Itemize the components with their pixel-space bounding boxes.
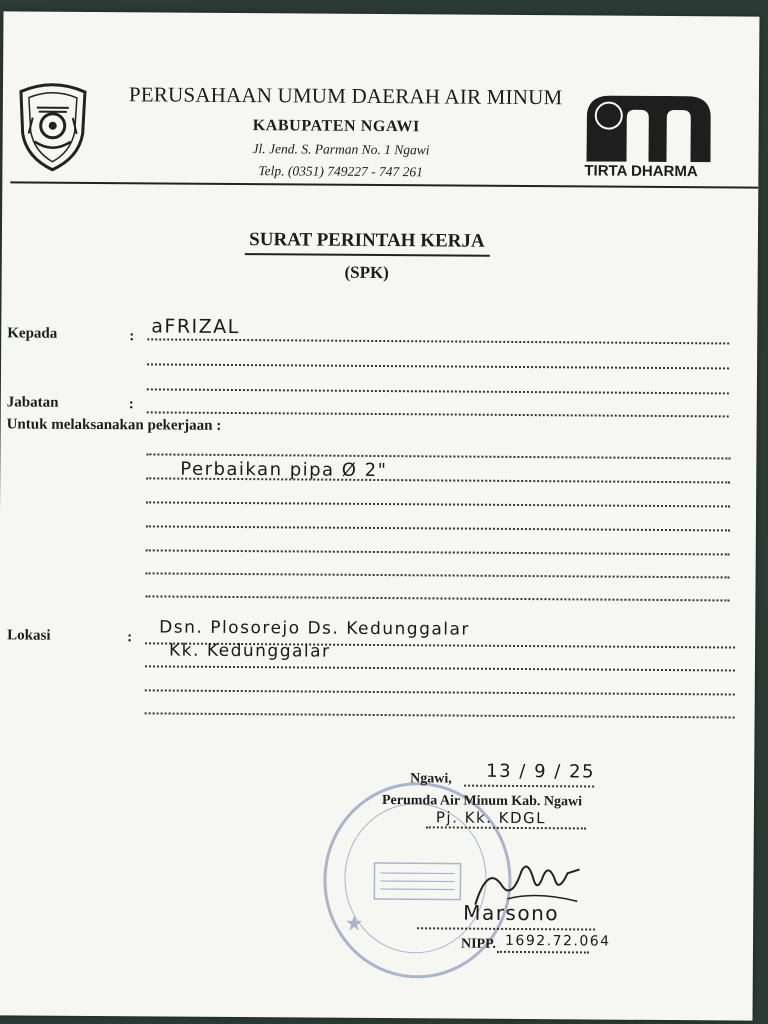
brand-name: TIRTA DHARMA xyxy=(584,162,698,181)
lokasi-value-line-2: Kk. Kedunggalar xyxy=(168,640,331,662)
pekerjaan-dotted-line-3 xyxy=(146,501,730,507)
title-underline xyxy=(245,253,490,256)
lokasi-colon: : xyxy=(127,629,133,646)
org-phone: Telp. (0351) 749227 - 747 261 xyxy=(258,163,423,180)
document-title: SURAT PERINTAH KERJA xyxy=(249,229,485,252)
tirta-dharma-logo-icon xyxy=(586,95,710,162)
lokasi-dotted-line-2 xyxy=(145,665,735,671)
org-address: Jl. Jend. S. Parman No. 1 Ngawi xyxy=(252,141,430,158)
pekerjaan-dotted-line-2 xyxy=(146,477,730,483)
header-divider xyxy=(10,181,758,188)
date-dotted-line xyxy=(464,785,594,788)
document-subtitle: (SPK) xyxy=(344,262,389,283)
lokasi-dotted-line-3 xyxy=(145,689,735,695)
signature-institution: Perumda Air Minum Kab. Ngawi xyxy=(381,793,583,810)
kepada-value: aFRIZAL xyxy=(151,315,240,339)
signature-position: Pj. Kk. KDGL xyxy=(435,808,547,828)
kepada-dotted-line-3 xyxy=(147,388,729,394)
lokasi-dotted-line-4 xyxy=(145,712,735,718)
nipp-label: NIPP. xyxy=(460,936,496,952)
nipp-value: 1692.72.064 xyxy=(504,932,611,950)
kepada-dotted-line xyxy=(147,338,729,344)
pekerjaan-label: Untuk melaksanakan pekerjaan : xyxy=(6,416,222,434)
kepada-label: Kepada xyxy=(7,325,58,342)
kepada-colon: : xyxy=(129,328,135,345)
signer-name: Marsono xyxy=(463,900,560,926)
pekerjaan-dotted-line-7 xyxy=(145,595,729,601)
nipp-dotted-line xyxy=(497,951,589,954)
signature-date: 13 / 9 / 25 xyxy=(486,760,596,783)
pekerjaan-dotted-line-5 xyxy=(146,549,730,555)
jabatan-label: Jabatan xyxy=(6,394,59,411)
org-name: PERUSAHAAN UMUM DAERAH AIR MINUM xyxy=(128,82,563,110)
lokasi-value-line-1: Dsn. Plosorejo Ds. Kedunggalar xyxy=(159,617,471,640)
jabatan-colon: : xyxy=(128,396,134,413)
org-region: KABUPATEN NGAWI xyxy=(252,117,420,136)
pekerjaan-dotted-line-6 xyxy=(146,572,730,578)
pekerjaan-value: Perbaikan pipa Ø 2" xyxy=(180,458,388,482)
pekerjaan-dotted-line-4 xyxy=(146,525,730,531)
regency-emblem-icon xyxy=(14,81,91,174)
document-sheet xyxy=(0,11,759,1020)
lokasi-label: Lokasi xyxy=(7,627,51,644)
jabatan-dotted-line xyxy=(147,411,729,417)
signature-place-label: Ngawi, xyxy=(410,771,452,787)
kepada-dotted-line-2 xyxy=(147,363,729,369)
